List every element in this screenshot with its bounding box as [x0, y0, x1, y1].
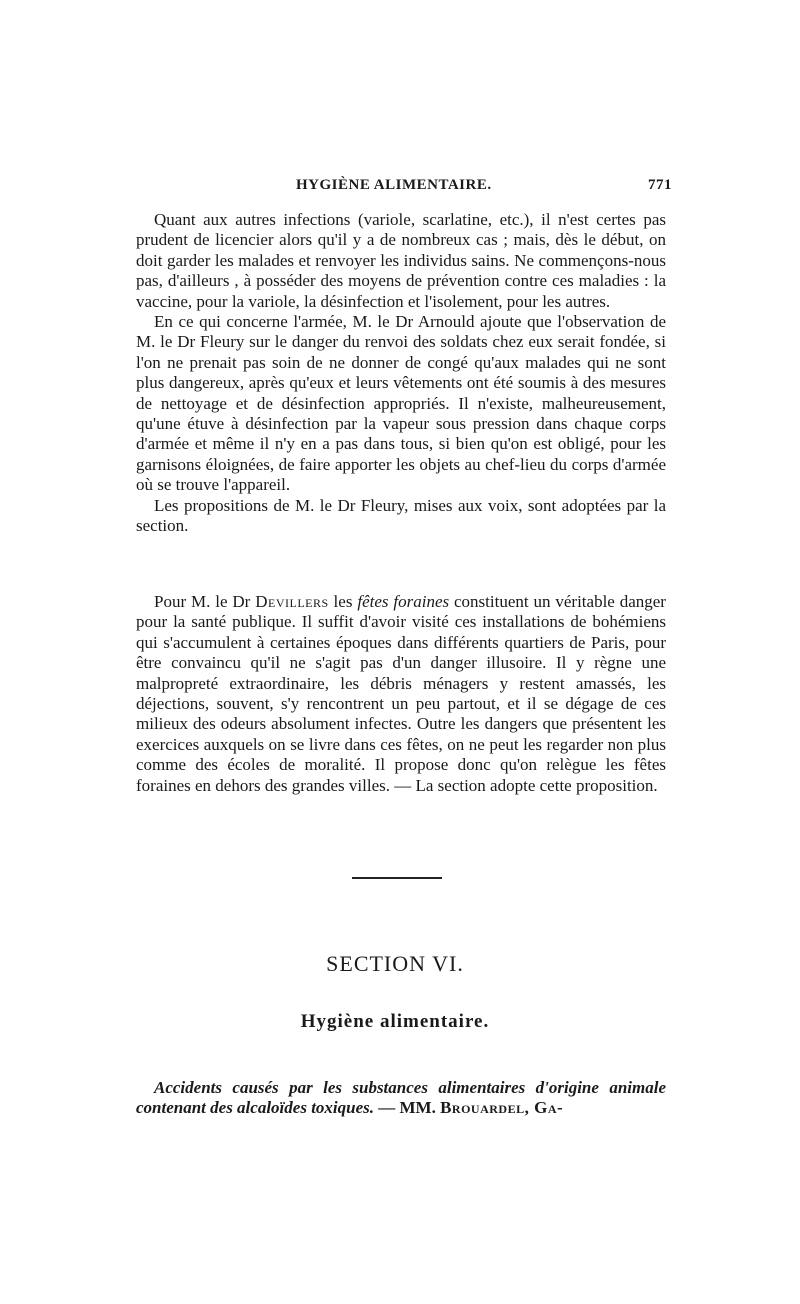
dash-separator: — MM. — [374, 1098, 441, 1118]
running-head-title: HYGIÈNE ALIMENTAIRE. — [296, 177, 492, 193]
page-number: 771 — [648, 177, 672, 193]
accidents-text — [136, 1078, 666, 1119]
paragraph-rest: constituent un véritable danger pour la santé publique. Il suffit d'avoir visité ces installations de bohémiens qui s'accumulent à certaines époques dans différents quartiers de Paris, pour être convaincu qu'il ne s'agit pas d'un danger illusoire. Il y règne une malpropreté extraordinaire, les débris ménagers y restent amassés, les déjections, souvent, s'y rencontrent un peu partout, et il se dégage de ces milieux des odeurs absolument infectes. Outre les dangers que présentent les exercices auxquels on se livre dans ces fêtes, on ne peut les regarder non plus comme des écoles de moralité. Il propose donc qu'on relègue les fêtes foraines en dehors des grandes villes. — La section adopte cette proposition. — [136, 592, 666, 795]
italic-term: fêtes foraines — [357, 592, 450, 611]
paragraph-infections: Quant aux autres infections (variole, scarlatine, etc.), il n'est certes pas prudent de licencier alors qu'il y a de nombreux cas ; mais, dès le début, on doit garder les malades et renvoyer les individus sains. Ne commençons-nous pas, d'ailleurs , à posséder des moyens de prévention contre ces maladies : la vaccine, pour la variole, la désinfection et l'isolement, pour les autres. — [136, 210, 666, 311]
paragraph-fetes-foraines — [136, 592, 666, 796]
discussion-text — [136, 210, 666, 537]
paragraph-accidents — [136, 1078, 666, 1119]
speaker-name: Devillers — [255, 592, 329, 611]
paragraph-between: les — [328, 592, 358, 611]
section-heading: SECTION VI. — [326, 951, 464, 976]
running-head — [148, 177, 672, 201]
paragraph-lead: Pour M. le Dr — [154, 592, 256, 611]
section-subheading: Hygiène alimentaire. — [300, 1011, 490, 1032]
italic-title-text: Accidents causés par les substances alimentaires d'origine animale contenant des alcaloïdes toxiques. — [136, 1078, 666, 1118]
section-divider-rule — [352, 877, 442, 879]
paragraph-vote: Les propositions de M. le Dr Fleury, mises aux voix, sont adoptées par la section. — [136, 495, 666, 536]
paragraph-army: En ce qui concerne l'armée, M. le Dr Arnould ajoute que l'observation de M. le Dr Fleury sur le danger du renvoi des soldats chez eux serait fondée, si l'on ne prenait pas soin de ne donner de congé qu'aux malades qui ne sont plus dangereux, après qu'eux et leurs vêtements ont été soumis à des mesures de nettoyage et de désinfection appropriés. Il n'existe, malheureusement, qu'une étuve à désinfection par la vapeur sous pression dans chaque corps d'armée et même il n'y en a pas dans tous, si bien qu'on est obligé, pour les garnisons éloignées, de faire apporter les objets au chef-lieu du corps d'armée où se trouve l'appareil. — [136, 312, 666, 495]
fetes-foraines-text — [136, 592, 666, 796]
author-names: Brouardel, Ga- — [440, 1098, 564, 1118]
